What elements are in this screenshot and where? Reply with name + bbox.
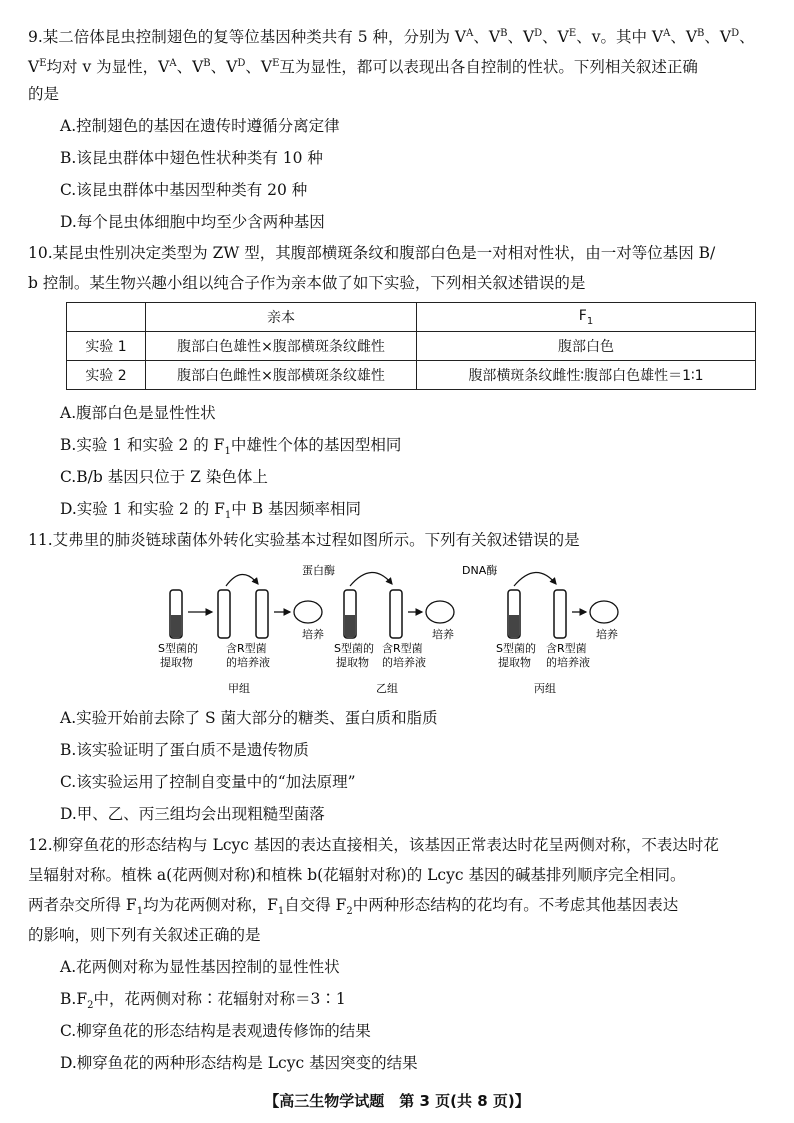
culture-label: 培养	[302, 628, 324, 641]
extract-label-1: S型菌的	[334, 642, 374, 655]
petri-dish-icon	[294, 601, 322, 623]
q10-line1: 10.某昆虫性别决定类型为 ZW 型，其腹部横斑条纹和腹部白色是一对相对性状，由一对等位基因 B/	[28, 244, 716, 262]
tube-medium-icon	[218, 590, 230, 638]
medium-label-1: 含R型菌	[546, 642, 587, 655]
enzyme-b-label: 蛋白酶	[302, 564, 335, 577]
table-row	[67, 332, 756, 361]
q10-option-c: C.B/b 基因只位于 Z 染色体上	[60, 468, 268, 486]
q9-option-d: D.每个昆虫体细胞中均至少含两种基因	[60, 213, 325, 231]
q9-line3: 的是	[28, 85, 60, 103]
table-header-parent: 亲本	[146, 303, 417, 332]
q10-line2: b 控制。某生物兴趣小组以纯合子作为亲本做了如下实验，下列相关叙述错误的是	[28, 274, 586, 292]
q11-option-c: C.该实验运用了控制自变量中的“加法原理”	[60, 773, 356, 791]
q9-option-b: B.该昆虫群体中翅色性状种类有 10 种	[60, 149, 323, 167]
table-cell: 实验 1	[67, 332, 146, 361]
table-cell: 腹部白色雄性×腹部横斑条纹雌性	[146, 332, 417, 361]
table-cell: 实验 2	[67, 361, 146, 390]
culture-label: 培养	[596, 628, 618, 641]
page-footer: 【高三生物学试题 第 3 页(共 8 页)】	[264, 1092, 530, 1110]
experiment-figure	[150, 560, 670, 700]
q12-option-d: D.柳穿鱼花的两种形态结构是 Lcyc 基因突变的结果	[60, 1054, 418, 1072]
q11-line1: 11.艾弗里的肺炎链球菌体外转化实验基本过程如图所示。下列有关叙述错误的是	[28, 531, 580, 549]
extract-label-2: 提取物	[336, 656, 369, 669]
q12-line3: 两者杂交所得 $F_1$均为花两侧对称，$F_1$自交得 $F_2$中两种形态结构的花均有。不考虑其他基因表达	[28, 896, 679, 918]
table-header-row	[67, 303, 756, 332]
table-cell: 腹部白色雌性×腹部横斑条纹雄性	[146, 361, 417, 390]
table-header-f1: $F_1$	[417, 303, 756, 332]
curved-arrow-icon	[514, 572, 556, 586]
petri-dish-icon	[590, 601, 618, 623]
q12-option-b: $B.F_2$中，花两侧对称∶花辐射对称＝3∶1	[60, 990, 346, 1012]
experiment-table	[66, 302, 756, 390]
extract-liquid	[171, 615, 181, 637]
q11-option-b: B.该实验证明了蛋白质不是遗传物质	[60, 741, 309, 759]
q12-line1: 12.柳穿鱼花的形态结构与 Lcyc 基因的表达直接相关，该基因正常表达时花呈两侧对称，不表达时花	[28, 836, 719, 854]
medium-label-2: 的培养液	[546, 656, 590, 669]
medium-label-1: 含R型菌	[226, 642, 267, 655]
q11-option-d: D.甲、乙、丙三组均会出现粗糙型菌落	[60, 805, 325, 823]
extract-label-2: 提取物	[160, 656, 193, 669]
extract-label-1: S型菌的	[496, 642, 536, 655]
q12-option-c: C.柳穿鱼花的形态结构是表观遗传修饰的结果	[60, 1022, 371, 1040]
extract-label-1: S型菌的	[158, 642, 198, 655]
table-header-empty	[67, 303, 146, 332]
q12-line2: 呈辐射对称。植株 a(花两侧对称)和植株 b(花辐射对称)的 Lcyc 基因的碱基排列顺序完全相同。	[28, 866, 686, 884]
group-b	[302, 563, 454, 695]
medium-label-1: 含R型菌	[382, 642, 423, 655]
q9-option-a: A.控制翅色的基因在遗传时遵循分离定律	[60, 117, 340, 135]
q9-option-c: C.该昆虫群体中基因型种类有 20 种	[60, 181, 308, 199]
q10-option-b: B.实验 1 和实验 2 的 $F_1$中雄性个体的基因型相同	[60, 436, 402, 458]
extract-liquid	[509, 615, 519, 637]
tube-mixed-icon	[554, 590, 566, 638]
table-cell: 腹部横斑条纹雌性∶腹部白色雄性＝1∶1	[417, 361, 756, 390]
q11-option-a: A.实验开始前去除了 S 菌大部分的糖类、蛋白质和脂质	[60, 709, 438, 727]
q12-option-a: A.花两侧对称为显性基因控制的显性性状	[60, 958, 340, 976]
q10-option-a: A.腹部白色是显性性状	[60, 404, 216, 422]
table-row	[67, 361, 756, 390]
group-b-label: 乙组	[376, 682, 398, 695]
group-a	[158, 574, 324, 695]
table-cell: 腹部白色	[417, 332, 756, 361]
petri-dish-icon	[426, 601, 454, 623]
q10-option-d: D.实验 1 和实验 2 的 $F_1$中 B 基因频率相同	[60, 500, 362, 522]
curved-arrow-icon	[350, 572, 392, 586]
q12-line4: 的影响，则下列有关叙述正确的是	[28, 926, 261, 944]
q9-line2: $V^E$均对 v 为显性，$V^A$、$V^B$、$V^D$、$V^E$互为显性，都可以表现出各自控制的性状。下列相关叙述正确	[28, 58, 698, 77]
tube-mixed-icon	[256, 590, 268, 638]
curved-arrow-icon	[226, 574, 258, 586]
enzyme-c-label: DNA酶	[462, 564, 498, 577]
medium-label-2: 的培养液	[382, 656, 426, 669]
q9-line1: 9.某二倍体昆虫控制翅色的复等位基因种类共有 5 种，分别为 $V^A$、$V^B$、$V^D$、$V^E$、v。其中 $V^A$、$V^B$、$V^D$、	[28, 28, 755, 47]
group-c	[462, 563, 618, 695]
group-a-label: 甲组	[228, 682, 250, 695]
extract-liquid	[345, 615, 355, 637]
extract-label-2: 提取物	[498, 656, 531, 669]
culture-label: 培养	[432, 628, 454, 641]
tube-mixed-icon	[390, 590, 402, 638]
group-c-label: 丙组	[534, 682, 556, 695]
medium-label-2: 的培养液	[226, 656, 270, 669]
